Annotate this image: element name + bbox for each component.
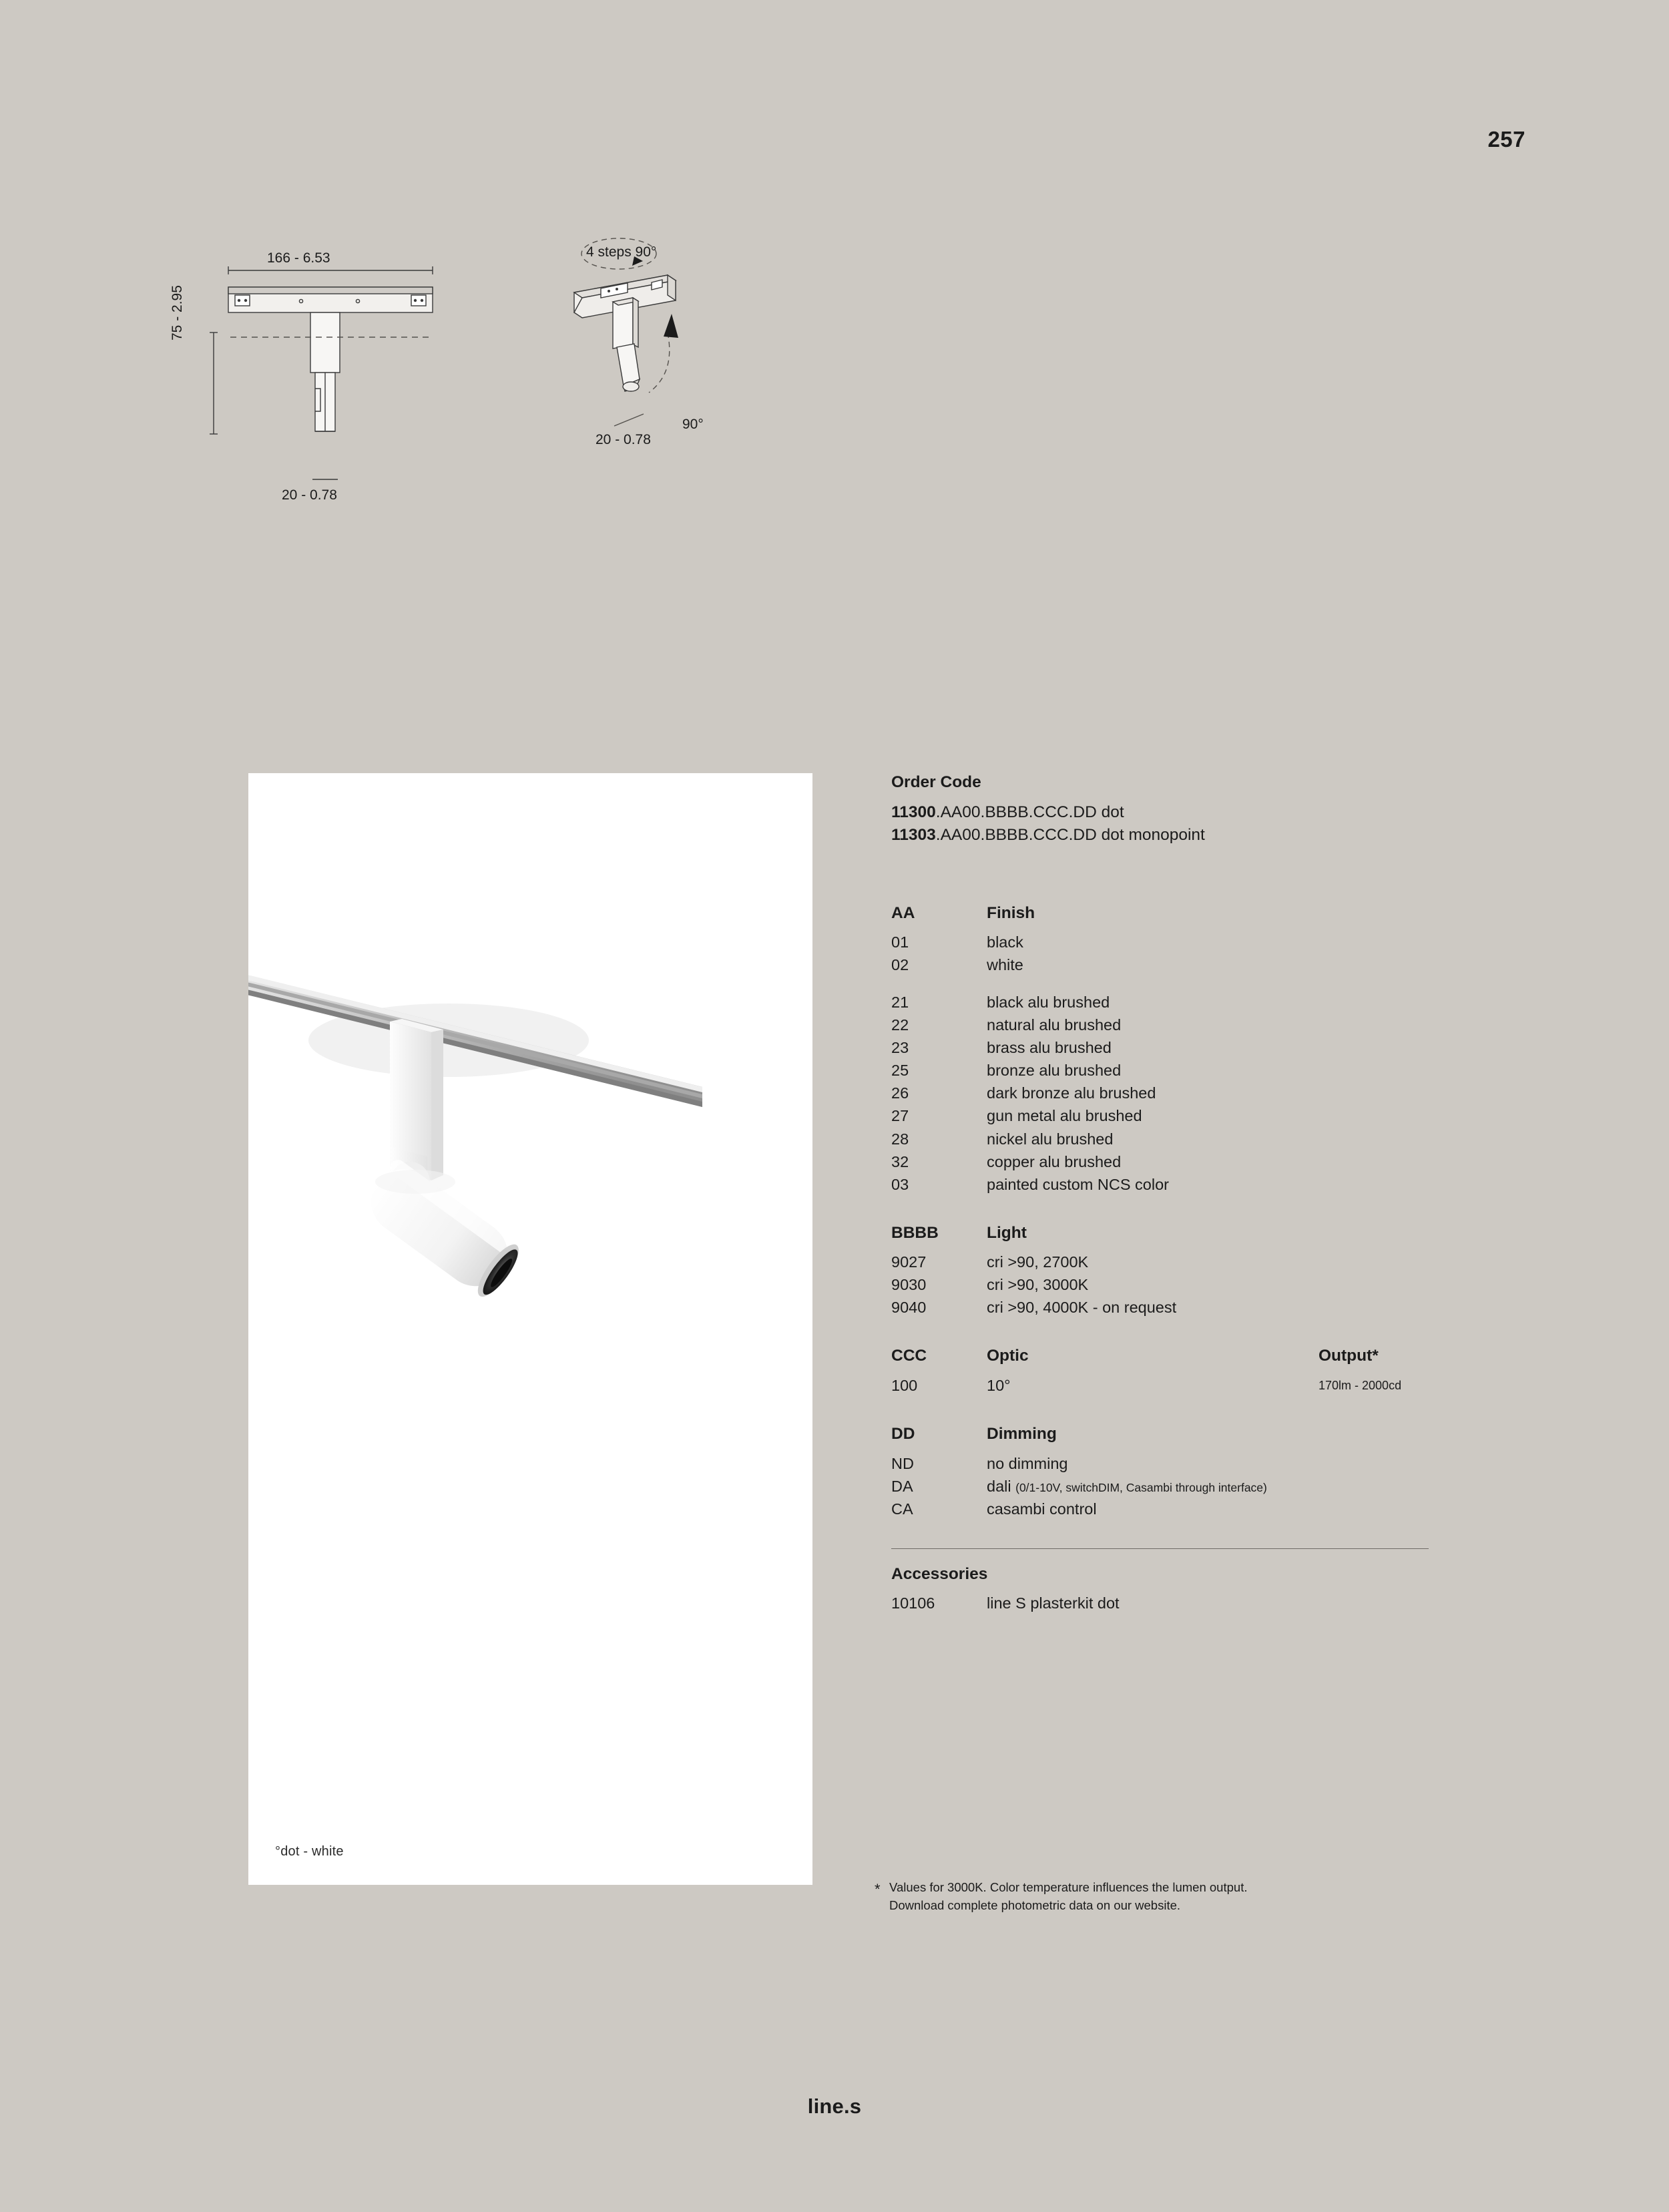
dimming-header (891, 1426, 1445, 1443)
order-code-suffix: .AA00.BBBB.CCC.DD dot monopoint (935, 826, 1205, 844)
finish-label: natural alu brushed (987, 1016, 1122, 1034)
table-row (891, 1592, 1445, 1614)
finish-key: AA (891, 903, 915, 922)
finish-label: painted custom NCS color (987, 1175, 1169, 1193)
dimming-code: DA (891, 1477, 913, 1495)
dimming-code: CA (891, 1500, 913, 1518)
table-row (891, 1059, 1445, 1082)
footer-logo: line.s (807, 2094, 862, 2118)
finish-code: 21 (891, 993, 909, 1012)
front-view-width-label: 166 - 6.53 (267, 250, 330, 266)
dimming-key: DD (891, 1425, 915, 1444)
finish-code: 28 (891, 1130, 909, 1148)
finish-code: 27 (891, 1107, 909, 1125)
order-code-number: 11303 (891, 826, 936, 844)
footnote (875, 1879, 1449, 1915)
output-title: Output* (1319, 1347, 1379, 1365)
table-row (891, 931, 1445, 953)
finish-code: 03 (891, 1175, 909, 1193)
optic-label: 10° (987, 1376, 1011, 1394)
spec-column (891, 775, 1445, 1614)
order-code-row (891, 827, 1445, 844)
table-row (891, 991, 1445, 1014)
iso-tilt-label: 90° (682, 417, 704, 432)
finish-label: white (987, 956, 1023, 974)
light-label: cri >90, 2700K (987, 1253, 1089, 1271)
finish-label: gun metal alu brushed (987, 1107, 1142, 1125)
dimming-note: (0/1-10V, switchDIM, Casambi through interface) (1015, 1480, 1267, 1494)
optic-title: Optic (987, 1347, 1029, 1365)
product-photo-illustration (248, 773, 812, 1885)
finish-code: 23 (891, 1039, 909, 1057)
technical-drawing-svg (200, 214, 868, 601)
table-row (891, 1374, 1445, 1397)
dimming-label: dali (987, 1477, 1011, 1495)
order-code-row (891, 805, 1445, 821)
table-row (891, 1014, 1445, 1036)
divider (891, 1548, 1429, 1549)
table-row (891, 1104, 1445, 1127)
order-code-title: Order Code (891, 773, 981, 791)
finish-label: bronze alu brushed (987, 1062, 1122, 1080)
table-row (891, 1273, 1445, 1296)
table-row (891, 1173, 1445, 1196)
table-row (891, 1082, 1445, 1104)
accessory-code: 10106 (891, 1594, 935, 1612)
table-row (891, 1036, 1445, 1059)
table-row (891, 1251, 1445, 1273)
optic-code: 100 (891, 1376, 918, 1394)
dimming-label: casambi control (987, 1500, 1097, 1518)
light-key: BBBB (891, 1223, 939, 1242)
footnote-line-1: Values for 3000K. Color temperature influences the lumen output. (889, 1880, 1248, 1894)
accessories-block (891, 1566, 1445, 1615)
footnote-line-2: Download complete photometric data on our website. (889, 1898, 1181, 1912)
finish-code: 02 (891, 956, 909, 974)
optic-header (891, 1348, 1445, 1365)
light-code: 9040 (891, 1299, 927, 1317)
accessories-header (891, 1566, 1445, 1583)
front-view-depth-label: 20 - 0.78 (282, 487, 337, 503)
table-row (891, 1452, 1445, 1475)
dimming-code: ND (891, 1454, 914, 1472)
table-row (891, 1150, 1445, 1173)
finish-label: brass alu brushed (987, 1039, 1112, 1057)
light-title: Light (987, 1223, 1027, 1242)
finish-code: 32 (891, 1152, 909, 1170)
finish-label: black (987, 933, 1023, 951)
light-code: 9030 (891, 1276, 927, 1294)
finish-block (891, 905, 1445, 1196)
table-row (891, 953, 1445, 976)
footnote-marker: * (875, 1881, 881, 1898)
finish-code: 25 (891, 1062, 909, 1080)
iso-depth-label: 20 - 0.78 (595, 432, 651, 447)
iso-rotation-label: 4 steps 90° (586, 244, 657, 260)
finish-label: black alu brushed (987, 993, 1110, 1012)
light-code: 9027 (891, 1253, 927, 1271)
finish-title: Finish (987, 903, 1035, 922)
finish-header (891, 905, 1445, 922)
front-view-height-label: 75 - 2.95 (170, 285, 185, 341)
optic-block (891, 1348, 1445, 1397)
dimming-block (891, 1426, 1445, 1520)
photo-caption: °dot - white (275, 1844, 344, 1859)
product-photo (248, 773, 812, 1885)
technical-drawings (170, 214, 868, 601)
table-row (891, 1296, 1445, 1319)
optic-key: CCC (891, 1347, 927, 1365)
finish-code: 01 (891, 933, 909, 951)
finish-label: dark bronze alu brushed (987, 1084, 1156, 1102)
order-code-suffix: .AA00.BBBB.CCC.DD dot (935, 803, 1124, 821)
table-row (891, 1475, 1445, 1498)
table-row (891, 1128, 1445, 1150)
accessory-label: line S plasterkit dot (987, 1594, 1120, 1612)
page-number: 257 (1487, 127, 1525, 152)
accessories-title: Accessories (891, 1564, 988, 1583)
light-label: cri >90, 3000K (987, 1276, 1089, 1294)
finish-label: copper alu brushed (987, 1152, 1122, 1170)
light-block (891, 1225, 1445, 1319)
table-row (891, 1498, 1445, 1520)
light-label: cri >90, 4000K - on request (987, 1299, 1177, 1317)
finish-code: 26 (891, 1084, 909, 1102)
dimming-label: no dimming (987, 1454, 1068, 1472)
light-header (891, 1225, 1445, 1242)
optic-output: 170lm - 2000cd (1319, 1378, 1402, 1392)
order-code-number: 11300 (891, 803, 936, 821)
dimming-title: Dimming (987, 1425, 1057, 1444)
finish-code: 22 (891, 1016, 909, 1034)
finish-label: nickel alu brushed (987, 1130, 1114, 1148)
